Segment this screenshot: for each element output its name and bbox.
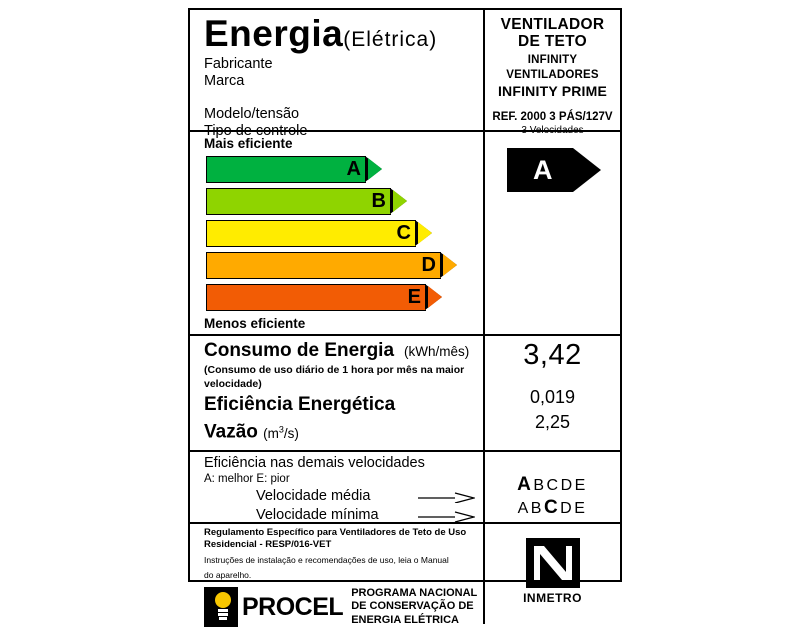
model-voltage-label: Modelo/tensão: [204, 106, 300, 122]
efficiency-bar-b: [206, 188, 408, 215]
airflow-unit: $(m^3/s)$: [263, 424, 299, 441]
bar-arrow-fill: [443, 254, 457, 276]
minimum-speed-label: Velocidade mínima: [256, 506, 379, 523]
consumption-value: 3,42: [523, 339, 582, 371]
consumption-values: [485, 336, 620, 450]
procel-line3: ENERGIA ELÉTRICA: [351, 613, 459, 626]
grade: B: [533, 476, 547, 494]
least-efficient-label: Menos eficiente: [204, 316, 306, 331]
bar-arrow-fill: [368, 158, 382, 180]
grade: E: [574, 476, 588, 494]
header-left: [190, 10, 485, 139]
minimum-speed-row: [204, 506, 483, 525]
most-efficient-label: Mais eficiente: [204, 136, 293, 151]
product-type-line1: VENTILADOR: [500, 16, 605, 33]
procel-line2: DE CONSERVAÇÃO DE: [351, 600, 474, 612]
manufacturer-label: Fabricante: [204, 56, 273, 72]
medium-speed-grades: [485, 474, 620, 497]
label-footer: [190, 524, 620, 624]
bar-letter: D: [421, 253, 436, 276]
bar-row: [206, 219, 483, 247]
arrow-right-icon: [417, 510, 475, 522]
header-right: [485, 10, 620, 136]
medium-speed-label: Velocidade média: [256, 487, 371, 504]
energy-label: [188, 8, 622, 626]
footer-left: [190, 524, 485, 624]
consumption-note: (Consumo de uso diário de 1 hora por mês na maior velocidade): [204, 364, 465, 390]
efficiency-bar-a: [206, 156, 383, 183]
efficiency-title: Eficiência Energética: [204, 394, 396, 415]
airflow-value: 2,25: [534, 412, 571, 432]
label-header: [190, 10, 620, 139]
consumption-title: Consumo de Energia: [204, 340, 395, 361]
efficiency-value: 0,019: [529, 387, 576, 407]
model-reference: REF. 2000 3 PÁS/127V: [492, 111, 613, 123]
grade: E: [574, 499, 588, 517]
efficiency-bar-c: [206, 220, 433, 247]
grade-highlight: C: [543, 496, 561, 518]
bar-body: [206, 284, 426, 311]
consumption-section: [190, 336, 620, 452]
bar-body: [206, 252, 441, 279]
grade: B: [530, 499, 544, 517]
bar-row: [206, 283, 483, 311]
bar-letter: B: [371, 189, 386, 212]
other-speeds-legend: A: melhor E: pior: [204, 472, 290, 485]
class-badge-area: [485, 132, 620, 334]
class-badge: [507, 148, 601, 192]
airflow-title: Vazão: [204, 421, 258, 443]
grade: A: [517, 499, 531, 517]
bar-body: [206, 188, 391, 215]
procel-block: [204, 587, 483, 628]
scale-bars-area: [190, 132, 485, 334]
speed-count: 3 Velocidades: [521, 125, 584, 136]
grade: D: [560, 499, 575, 517]
bar-letter: C: [396, 221, 411, 244]
procel-lamp-icon: [204, 587, 238, 627]
bar-arrow-fill: [418, 222, 432, 244]
inmetro-wordmark: INMETRO: [523, 590, 582, 605]
bar-row: [206, 155, 483, 183]
class-letter: A: [533, 155, 553, 185]
manufacturer-name: INFINITY VENTILADORES: [506, 54, 599, 81]
bar-body: [206, 220, 416, 247]
minimum-speed-grades: [485, 497, 620, 520]
procel-description: [351, 587, 477, 628]
efficiency-bar-d: [206, 252, 458, 279]
brand-name: INFINITY PRIME: [497, 83, 608, 99]
bar-letter: A: [346, 157, 361, 180]
other-speeds-grades: [485, 452, 620, 522]
other-speeds-section: [190, 452, 620, 524]
title-row: [204, 14, 483, 54]
procel-wordmark: PROCEL: [242, 592, 344, 621]
instructions-line1: Instruções de instalação e recomendações de uso, leia o Manual: [204, 554, 449, 565]
consumption-labels: [190, 336, 485, 450]
procel-line1: PROGRAMA NACIONAL: [351, 586, 478, 599]
regulation-line1: Regulamento Específico para Ventiladores de Teto de Uso: [204, 526, 467, 538]
bar-row: [206, 187, 483, 215]
control-type-label: Tipo de controle: [204, 123, 308, 139]
regulation-line2: Residencial - RESP/016-VET: [204, 538, 332, 550]
page-subtitle: (Elétrica): [343, 28, 438, 51]
efficiency-scale-section: [190, 132, 620, 336]
efficiency-bars: [206, 155, 483, 311]
other-speeds-title: Eficiência nas demais velocidades: [204, 454, 425, 471]
consumption-title-row: [204, 339, 483, 363]
bar-arrow-fill: [428, 286, 442, 308]
brand-label: Marca: [204, 73, 245, 89]
bar-body: [206, 156, 366, 183]
consumption-unit: (kWh/mês): [404, 344, 470, 359]
efficiency-bar-e: [206, 284, 443, 311]
inmetro-logo-icon: [526, 538, 580, 588]
page-title: Energia: [204, 13, 344, 54]
badge-arrow-icon: [573, 148, 601, 192]
bar-letter: E: [407, 285, 421, 308]
product-type-line2: DE TETO: [518, 33, 587, 50]
grade: C: [546, 476, 561, 494]
footer-right: [485, 524, 620, 624]
other-speeds-labels: [190, 452, 485, 522]
bar-arrow-fill: [393, 190, 407, 212]
grade: D: [560, 476, 575, 494]
instructions-line2: do aparelho.: [204, 569, 252, 580]
arrow-right-icon: [417, 491, 475, 503]
medium-speed-row: [204, 487, 483, 506]
airflow-title-row: [204, 417, 483, 446]
bar-row: [206, 251, 483, 279]
grade-highlight: A: [517, 473, 534, 495]
